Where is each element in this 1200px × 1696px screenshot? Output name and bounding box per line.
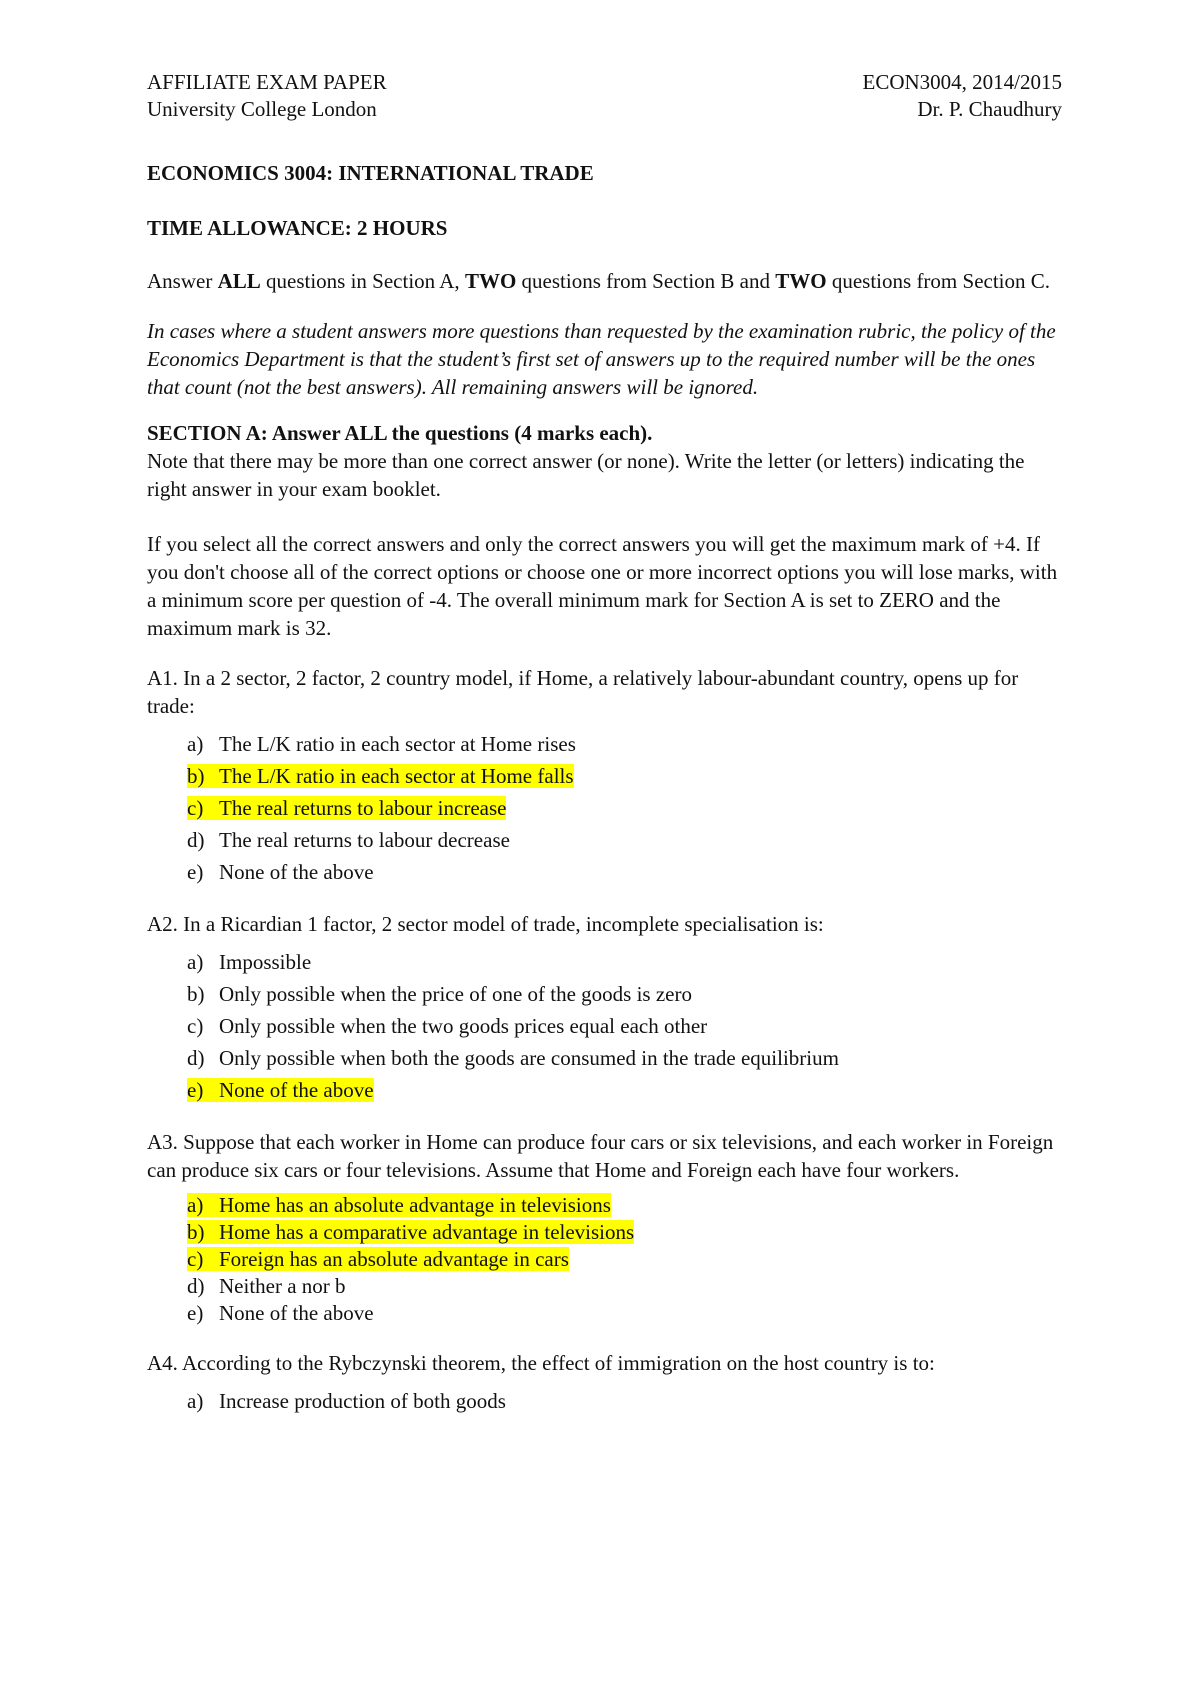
option-item: a) Impossible [187, 950, 312, 974]
option-item: d) The real returns to labour decrease [187, 828, 510, 852]
question-text: A2. In a Ricardian 1 factor, 2 sector model of trade, incomplete specialisation is: [147, 912, 824, 936]
option-item: d) Only possible when both the goods are consumed in the trade equilibrium [187, 1046, 839, 1070]
option-item: a) The L/K ratio in each sector at Home rises [187, 732, 576, 756]
option-item: c) Foreign has an absolute advantage in cars [187, 1247, 569, 1271]
option-item: c) Only possible when the two goods prices equal each other [187, 1014, 708, 1038]
option-item: e) None of the above [187, 1078, 374, 1102]
policy-note: In cases where a student answers more questions than requested by the examination rubric, the policy of the Economics Department is that the student’s first set of answers up to the required number will be the ones that count (not the best answers). All remaining answers will be ignored. [147, 319, 1056, 399]
option-item: a) Increase production of both goods [187, 1389, 506, 1413]
page-title: ECONOMICS 3004: INTERNATIONAL TRADE [147, 161, 594, 185]
option-item: b) Only possible when the price of one of the goods is zero [187, 982, 692, 1006]
question-text: A3. Suppose that each worker in Home can produce four cars or six televisions, and each worker in Foreign can produce six cars or four televisions. Assume that Home and Foreign each have four workers. [147, 1130, 1054, 1182]
question-a4 [147, 1349, 1062, 1417]
option-item: d) Neither a nor b [187, 1274, 346, 1298]
question-a3 [147, 1128, 1062, 1327]
question-text: A1. In a 2 sector, 2 factor, 2 country model, if Home, a relatively labour-abundant country, opens up for trade: [147, 666, 1019, 718]
option-item: b) Home has a comparative advantage in televisions [187, 1220, 635, 1244]
examiner: Dr. P. Chaudhury [917, 97, 1062, 121]
option-item: a) Home has an absolute advantage in televisions [187, 1193, 611, 1217]
section-a-scoring: If you select all the correct answers and only the correct answers you will get the maximum mark of +4. If you don't choose all of the correct options or choose one or more incorrect options you will lose marks, with a minimum score per question of -4. The overall minimum mark for Section A is set to ZERO and the maximum mark is 32. [147, 532, 1058, 640]
question-a2 [147, 910, 1062, 1106]
question-text: A4. According to the Rybczynski theorem, the effect of immigration on the host country is to: [147, 1351, 935, 1375]
option-item: b) The L/K ratio in each sector at Home falls [187, 764, 574, 788]
option-item: e) None of the above [187, 1301, 374, 1325]
time-allowance: TIME ALLOWANCE: 2 HOURS [147, 216, 448, 240]
exam-page [147, 68, 1062, 1417]
institution: University College London [147, 97, 377, 121]
header-row-2 [147, 95, 1062, 122]
header-row-1 [147, 68, 1062, 95]
course-code: ECON3004, 2014/2015 [862, 70, 1062, 94]
option-item: c) The real returns to labour increase [187, 796, 507, 820]
section-a-heading: SECTION A: Answer ALL the questions (4 marks each). [147, 421, 653, 445]
question-a1 [147, 664, 1062, 888]
section-a-note: Note that there may be more than one correct answer (or none). Write the letter (or letters) indicating the right answer in your exam booklet. [147, 449, 1025, 501]
option-item: e) None of the above [187, 860, 374, 884]
paper-type: AFFILIATE EXAM PAPER [147, 70, 387, 94]
instructions: Answer ALL questions in Section A, TWO questions from Section B and TWO questions from Section C. [147, 269, 1051, 293]
